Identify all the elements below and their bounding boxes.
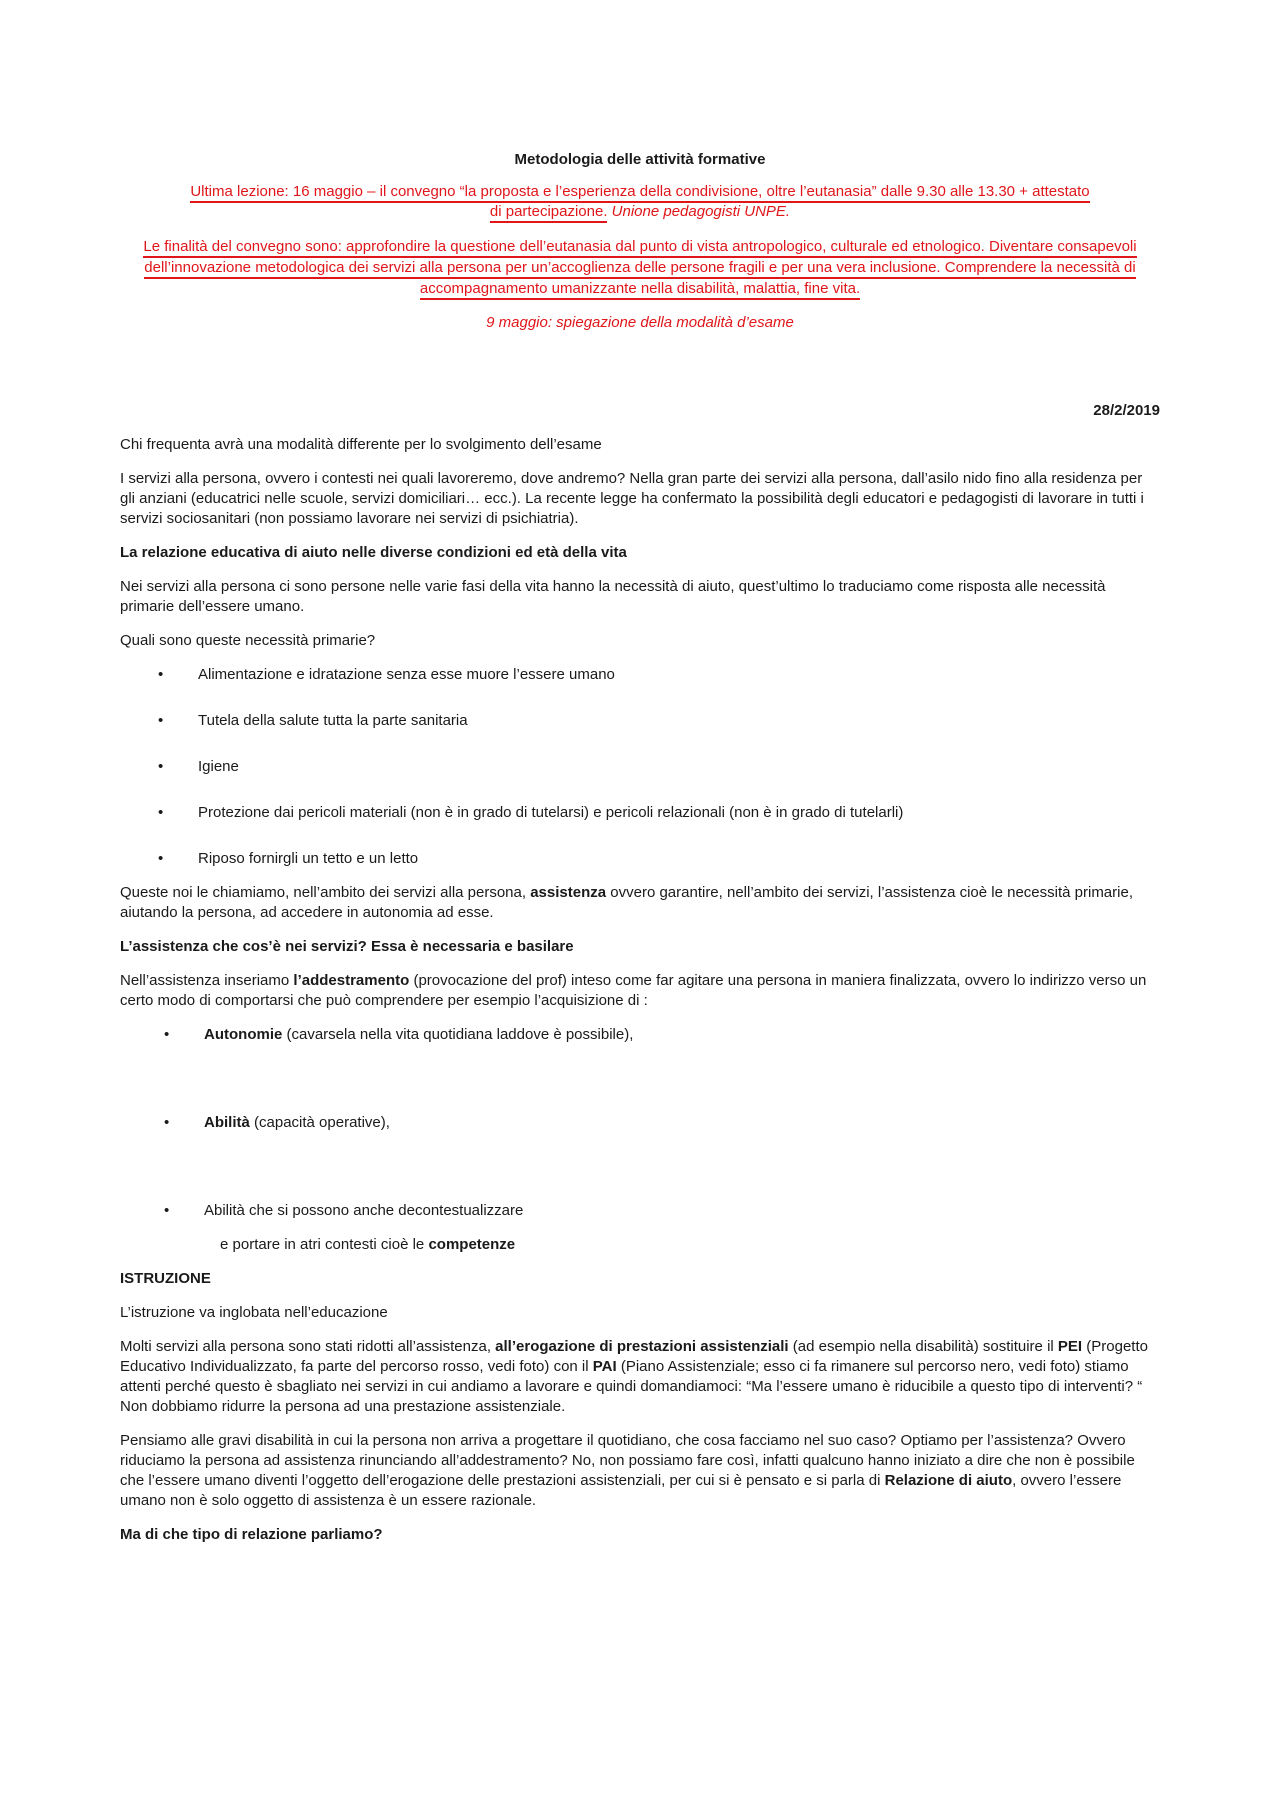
list-item: • Igiene xyxy=(120,757,1160,777)
bold-run: assistenza xyxy=(530,884,607,901)
text-run: (ad esempio nella disabilità) sostituire il xyxy=(788,1338,1058,1355)
paragraph-addestramento xyxy=(120,971,1160,1011)
finalita-paragraph xyxy=(120,236,1160,299)
text-run: Pensiamo alle gravi disabilità in cui la persona non arriva a progettare il quotidiano, che cosa facciamo nel suo caso? Optiamo per l’assistenza? Ovvero riduciamo la persona ad assistenza rinunciando all’addestramento? No, non possiamo fare così, infatti qualcuno hanno iniziato a dire che non è possibile che l’essere umano diventi l’oggetto dell’erogazione delle prestazioni assistenziali, per cui si è pensato e si parla di xyxy=(120,1432,1135,1489)
text-run: (cavarsela nella vita quotidiana laddove è possibile), xyxy=(282,1026,634,1043)
text-run: (provocazione del prof) inteso come far agitare una persona in maniera finalizzata, ovvero lo indirizzo verso un certo modo di comportarsi che può comprendere per esempio l’acquisizione di : xyxy=(120,972,1147,1009)
list-item: • Abilità che si possono anche decontestualizzare xyxy=(120,1201,1160,1221)
heading-tipo-relazione: Ma di che tipo di relazione parliamo? xyxy=(120,1526,383,1543)
list-item: • Riposo fornirgli un tetto e un letto xyxy=(120,849,1160,869)
list-item: • Tutela della salute tutta la parte sanitaria xyxy=(120,711,1160,731)
finalita-text: Le finalità del convegno sono: approfondire la questione dell’eutanasia dal punto di vista antropologico, culturale ed etnologico. Diventare consapevoli dell’innovazione metodologica dei servizi alla persona per un’accoglienza delle persone fragili e per una vera inclusione. Comprendere la necessità di accompagnamento umanizzante nella disabilità, malattia, fine vita. xyxy=(143,238,1136,300)
list-item: • Alimentazione e idratazione senza esse muore l’essere umano xyxy=(120,665,1160,685)
competenze-line xyxy=(120,1235,1160,1255)
skills-list xyxy=(120,1025,1160,1221)
heading-relazione: La relazione educativa di aiuto nelle diverse condizioni ed età della vita xyxy=(120,544,627,561)
bold-run: all’erogazione di prestazioni assistenziali xyxy=(495,1338,789,1355)
paragraph-istruzione: L’istruzione va inglobata nell’educazione xyxy=(120,1304,388,1321)
bold-run: competenze xyxy=(428,1236,516,1253)
needs-list xyxy=(120,665,1160,869)
text-run: e portare in atri contesti cioè le xyxy=(220,1236,429,1253)
text-run: Molti servizi alla persona sono stati ridotti all’assistenza, xyxy=(120,1338,496,1355)
list-item xyxy=(120,1025,1160,1045)
announcement xyxy=(120,182,1160,222)
text-run: Nell’assistenza inseriamo xyxy=(120,972,294,989)
announcement-line2: di partecipazione. xyxy=(490,203,608,223)
bold-run: PAI xyxy=(592,1358,617,1375)
list-item xyxy=(120,1113,1160,1133)
paragraph-necessita: Nei servizi alla persona ci sono persone nelle varie fasi della vita hanno la necessità di aiuto, quest’ultimo lo traduciamo come risposta alle necessità primarie dell’essere umano. xyxy=(120,578,1106,615)
bold-run: l’addestramento xyxy=(293,972,410,989)
text-run: ovvero garantire, nell’ambito dei servizi, l’assistenza cioè le necessità primarie, aiutando la persona, ad accedere in autonomia ad esse. xyxy=(120,884,1133,921)
bold-run: Relazione di aiuto xyxy=(884,1472,1013,1489)
paragraph-quali: Quali sono queste necessità primarie? xyxy=(120,632,376,649)
document-date: 28/2/2019 xyxy=(1093,402,1160,419)
paragraph-assistenza xyxy=(120,883,1160,923)
heading-assistenza: L’assistenza che cos’è nei servizi? Essa è necessaria e basilare xyxy=(120,938,574,955)
esame-note: 9 maggio: spiegazione della modalità d’esame xyxy=(486,314,794,331)
text-run: Queste noi le chiamiamo, nell’ambito dei servizi alla persona, xyxy=(120,884,531,901)
bold-run: Abilità xyxy=(204,1114,250,1131)
text-run: (capacità operative), xyxy=(249,1114,390,1131)
document-page xyxy=(120,150,1160,1545)
announcement-line1: Ultima lezione: 16 maggio – il convegno “la proposta e l’esperienza della condivisione, oltre l’eutanasia” dalle 9.30 alle 13.30 + attestato xyxy=(190,183,1089,203)
text-run: (Progetto Educativo Individualizzato, fa parte del percorso rosso, vedi foto) con il xyxy=(120,1338,1148,1375)
bold-run: Autonomie xyxy=(204,1026,283,1043)
list-item: • Protezione dai pericoli materiali (non è in grado di tutelarsi) e pericoli relazionali (non è in grado di tutelarli) xyxy=(120,803,1160,823)
text-run: (Piano Assistenziale; esso ci fa rimanere sul percorso nero, vedi foto) stiamo attenti perché questo è sbagliato nei servizi in cui andiamo a lavorare e quindi domandiamoci: “Ma l’essere umano è riducibile a questo tipo di interventi? “ Non dobbiamo ridurre la persona ad una prestazione assistenziale. xyxy=(120,1358,1143,1415)
paragraph-servizi: I servizi alla persona, ovvero i contesti nei quali lavoreremo, dove andremo? Nella gran parte dei servizi alla persona, dall’asilo nido fino alla residenza per gli anziani (educatrici nelle scuole, servizi domiciliari… ecc.). La recente legge ha confermato la possibilità degli educatori e pedagogisti di lavorare in tutti i servizi sociosanitari (non possiamo lavorare nei servizi di psichiatria). xyxy=(120,470,1144,527)
text-run: , ovvero l’essere umano non è solo oggetto di assistenza è un essere razionale. xyxy=(120,1472,1122,1509)
paragraph-disabilita xyxy=(120,1431,1160,1511)
announcement-org: Unione pedagogisti UNPE. xyxy=(607,203,791,220)
paragraph-frequenta: Chi frequenta avrà una modalità differente per lo svolgimento dell’esame xyxy=(120,436,602,453)
document-title: Metodologia delle attività formative xyxy=(514,151,766,168)
paragraph-servizi-ridotti xyxy=(120,1337,1160,1417)
bold-run: PEI xyxy=(1057,1338,1083,1355)
heading-istruzione: ISTRUZIONE xyxy=(120,1270,211,1287)
